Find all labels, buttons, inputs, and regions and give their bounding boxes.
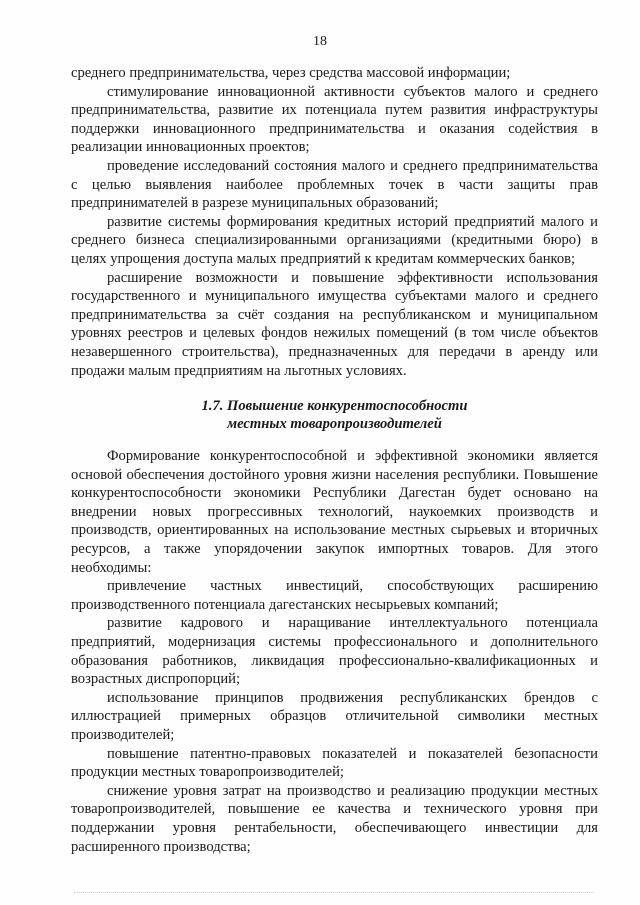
page-number: 18 — [313, 34, 327, 49]
paragraph: привлечение частных инвестиций, способствующих расширению производственного потенциала дагестанских несырьевых компаний; — [71, 578, 598, 613]
paragraph: проведение исследований состояния малого и среднего предпринимательства с целью выявления наиболее проблемных точек в части защиты прав предпринимателей в разрезе муниципальных образований; — [71, 157, 598, 212]
paragraph: Формирование конкурентоспособной и эффективной экономики является основой обеспечения достойного уровня жизни населения республики. Повышение конкурентоспособности экономики Республики Дагестан будет основано на внедрении новых прогрессивных технологий, наукоемких производств и производств, ориентированных на использование местных сырьевых и вторичных ресурсов, а также упорядочении закупок импортных товаров. Для этого необходимы: — [71, 448, 598, 576]
paragraph: снижение уровня затрат на производство и реализацию продукции местных товаропроизводителей, повышение ее качества и технического уровня при поддержании уровня рентабельности, обеспечивающего инвестиции для расширенного производства; — [71, 782, 598, 855]
paragraph: стимулирование инновационной активности субъектов малого и среднего предпринимательства, развитие их потенциала путем развития инфраструктуры поддержки инновационного предпринимательства и оказания содействия в реализации инновационных проектов; — [71, 83, 598, 156]
document-body — [71, 64, 598, 856]
section-heading-line: местных товаропроизводителей — [227, 416, 442, 433]
paragraph: повышение патентно-правовых показателей и показателей безопасности продукции местных товаропроизводителей; — [71, 745, 598, 781]
paragraph: развитие кадрового и наращивание интеллектуального потенциала предприятий, модернизация системы профессионального и дополнительного образования работников, ликвидация профессионально-квалификационных и возрастных диспропорций; — [71, 615, 598, 688]
section-heading-line: 1.7. Повышение конкурентоспособности — [201, 398, 468, 415]
paragraph: развитие системы формирования кредитных историй предприятий малого и среднего бизнеса специализированными организациями (кредитными бюро) в целях упрощения доступа малых предприятий к кредитам коммерческих банков; — [71, 213, 598, 267]
paragraph: расширение возможности и повышение эффективности использования государственного и муниципального имущества субъектами малого и среднего предпринимательства за счёт создания на республиканском и муниципальном уровнях реестров и целевых фондов нежилых помещений (в том числе объектов незавершенного строительства), предназначенных для передачи в аренду или продажи малым предприятиям на льготных условиях. — [71, 269, 598, 379]
paragraph: использование принципов продвижения республиканских брендов с иллюстрацией примерных образцов отличительной символики местных производителей; — [71, 689, 598, 743]
scan-edge — [74, 888, 594, 893]
paragraph: среднего предпринимательства, через средства массовой информации; — [71, 65, 511, 81]
section-heading — [71, 397, 598, 433]
